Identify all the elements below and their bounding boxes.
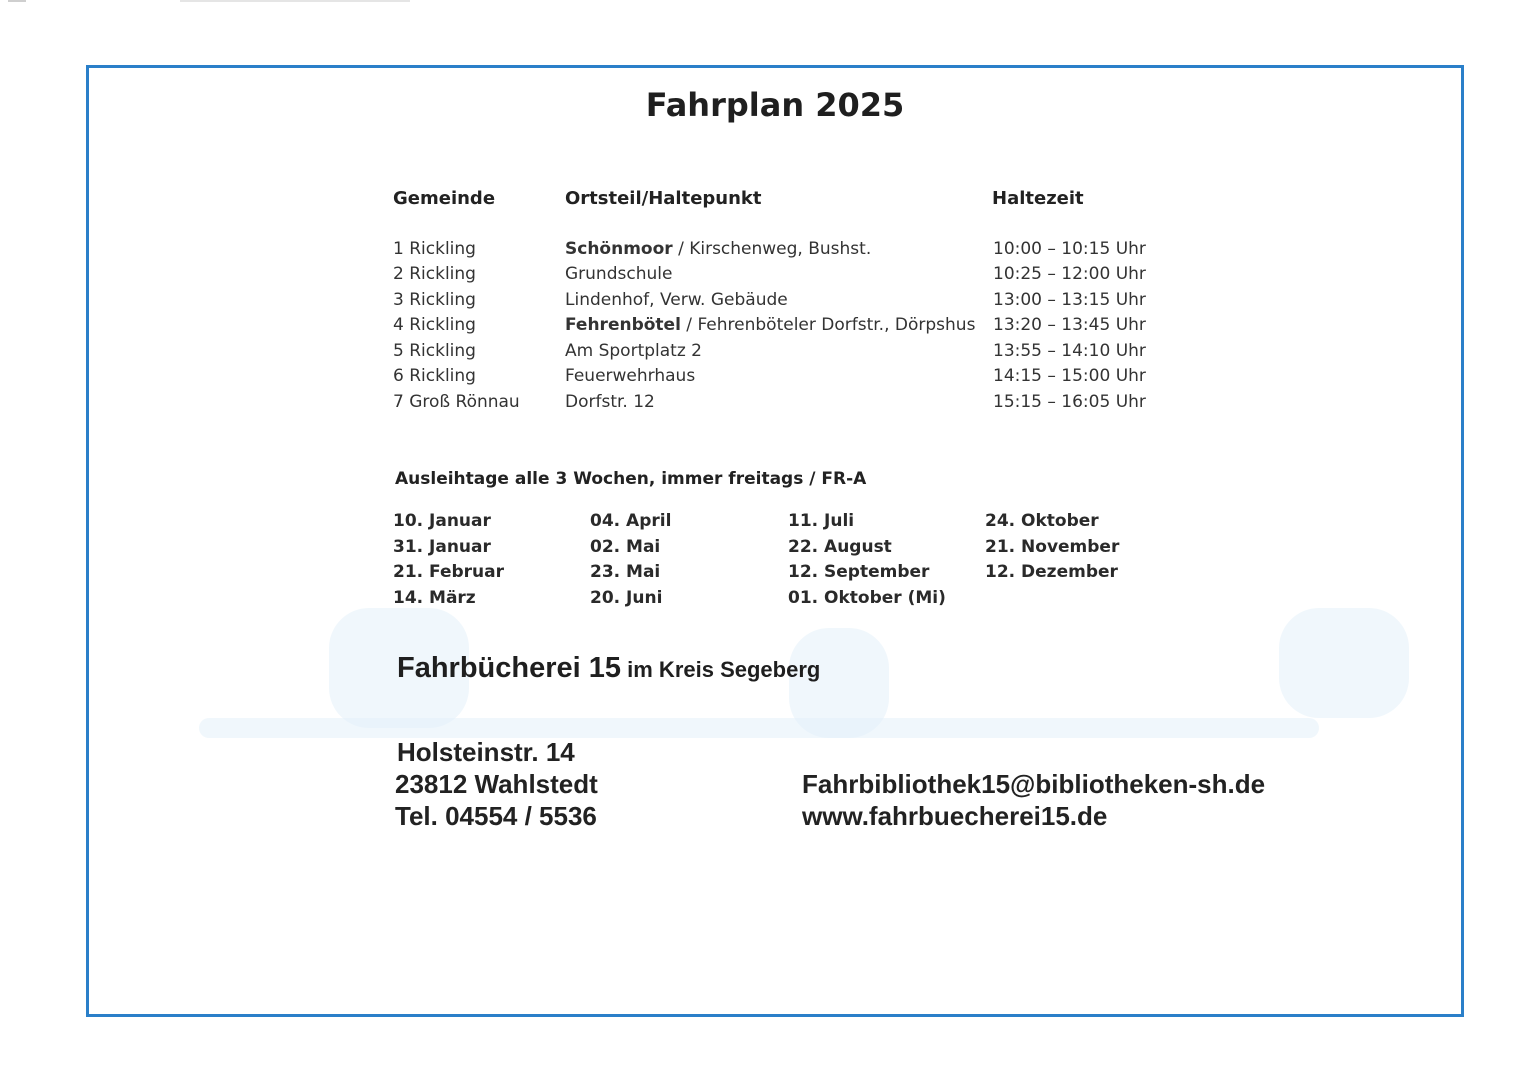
lending-date: 10. Januar xyxy=(393,511,491,531)
library-name: Fahrbücherei 15 xyxy=(397,652,622,684)
scan-mark-top xyxy=(180,0,410,2)
lending-date: 24. Oktober xyxy=(985,511,1099,531)
library-region: im Kreis Segeberg xyxy=(621,657,821,682)
schedule-row xyxy=(89,392,1461,417)
row-gemeinde: 1 Rickling xyxy=(393,239,476,259)
watermark-shape-right xyxy=(1279,608,1409,718)
row-gemeinde: 5 Rickling xyxy=(393,341,476,361)
address-phone: Tel. 04554 / 5536 xyxy=(395,801,597,831)
schedule-row xyxy=(89,315,1461,340)
lending-date: 21. November xyxy=(985,537,1120,557)
lending-date: 04. April xyxy=(590,511,672,531)
schedule-row xyxy=(89,341,1461,366)
row-gemeinde: 7 Groß Rönnau xyxy=(393,392,520,412)
website-link[interactable]: www.fahrbuecherei15.de xyxy=(802,801,1108,831)
lending-date: 12. September xyxy=(788,562,930,582)
row-ortsteil-detail: Feuerwehrhaus xyxy=(565,366,696,386)
row-ortsteil-main: Schönmoor xyxy=(565,239,673,259)
header-gemeinde: Gemeinde xyxy=(393,188,496,209)
address-city: 23812 Wahlstedt xyxy=(395,769,598,799)
row-ortsteil-main: Fehrenbötel xyxy=(565,315,681,335)
row-gemeinde: 6 Rickling xyxy=(393,366,476,386)
lending-date: 14. März xyxy=(393,588,476,608)
lending-date: 31. Januar xyxy=(393,537,491,557)
schedule-row xyxy=(89,290,1461,315)
header-haltezeit: Haltezeit xyxy=(992,188,1084,209)
row-gemeinde: 2 Rickling xyxy=(393,264,476,284)
lending-note: Ausleihtage alle 3 Wochen, immer freitags / FR-A xyxy=(395,469,867,489)
lending-date: 20. Juni xyxy=(590,588,663,608)
row-gemeinde: 3 Rickling xyxy=(393,290,476,310)
row-haltezeit: 13:00 – 13:15 Uhr xyxy=(993,290,1146,310)
library-heading xyxy=(397,652,820,685)
lending-date: 12. Dezember xyxy=(985,562,1118,582)
lending-date: 11. Juli xyxy=(788,511,855,531)
row-ortsteil-detail: Lindenhof, Verw. Gebäude xyxy=(565,290,788,310)
row-ortsteil xyxy=(565,239,871,259)
poster-frame xyxy=(86,65,1464,1017)
lending-date: 23. Mai xyxy=(590,562,661,582)
page-title: Fahrplan 2025 xyxy=(645,86,905,124)
email-address[interactable]: Fahrbibliothek15@bibliotheken-sh.de xyxy=(802,769,1266,799)
row-ortsteil-detail: / Fehrenböteler Dorfstr., Dörpshus xyxy=(680,315,976,335)
lending-date: 21. Februar xyxy=(393,562,504,582)
row-ortsteil xyxy=(565,264,672,284)
row-ortsteil xyxy=(565,315,975,335)
row-ortsteil-detail: Grundschule xyxy=(565,264,673,284)
row-ortsteil xyxy=(565,341,702,361)
header-ortsteil: Ortsteil/Haltepunkt xyxy=(565,188,762,209)
lending-date: 02. Mai xyxy=(590,537,661,557)
address-street: Holsteinstr. 14 xyxy=(397,737,575,767)
row-ortsteil-detail: / Kirschenweg, Bushst. xyxy=(672,239,872,259)
lending-date: 22. August xyxy=(788,537,892,557)
row-gemeinde: 4 Rickling xyxy=(393,315,476,335)
scan-mark-left xyxy=(8,0,26,2)
row-ortsteil-detail: Am Sportplatz 2 xyxy=(565,341,702,361)
lending-date: 01. Oktober (Mi) xyxy=(788,588,946,608)
schedule-row xyxy=(89,239,1461,264)
schedule-row xyxy=(89,366,1461,391)
row-ortsteil xyxy=(565,366,695,386)
schedule-row xyxy=(89,264,1461,289)
watermark-band xyxy=(199,718,1319,738)
row-haltezeit: 10:00 – 10:15 Uhr xyxy=(993,239,1146,259)
row-ortsteil xyxy=(565,392,655,412)
row-haltezeit: 13:20 – 13:45 Uhr xyxy=(993,315,1146,335)
row-haltezeit: 15:15 – 16:05 Uhr xyxy=(993,392,1146,412)
row-ortsteil xyxy=(565,290,788,310)
row-haltezeit: 13:55 – 14:10 Uhr xyxy=(993,341,1146,361)
row-ortsteil-detail: Dorfstr. 12 xyxy=(565,392,655,412)
row-haltezeit: 10:25 – 12:00 Uhr xyxy=(993,264,1146,284)
row-haltezeit: 14:15 – 15:00 Uhr xyxy=(993,366,1146,386)
